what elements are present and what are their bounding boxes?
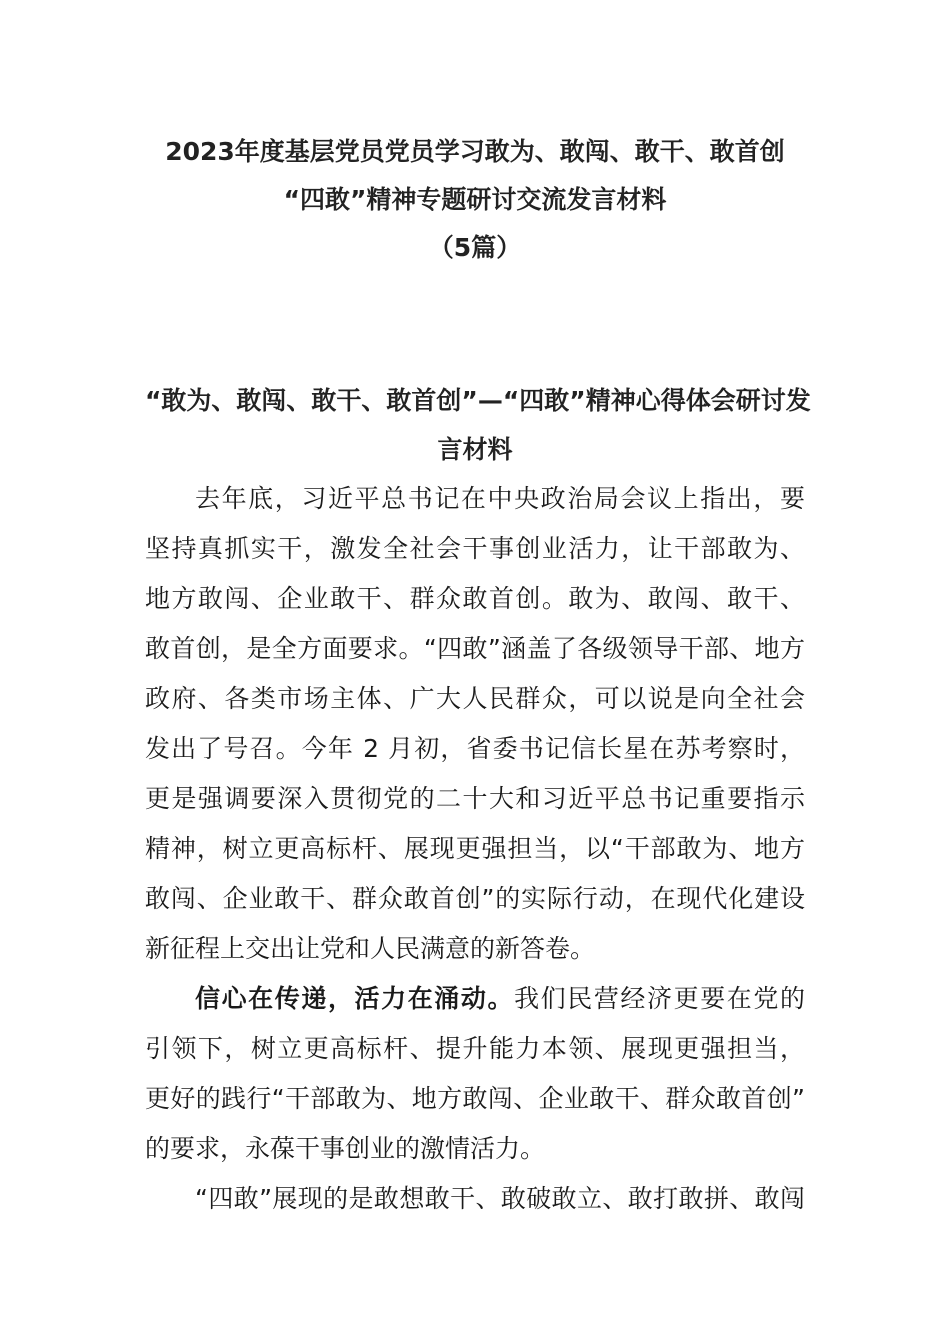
paragraph-2-line: 的要求，永葆干事创业的激情活力。 [145, 1134, 546, 1163]
paragraph-1-line: 新征程上交出让党和人民满意的新答卷。 [145, 934, 596, 963]
document-title [145, 0, 805, 272]
paragraph-1 [145, 474, 805, 974]
paragraph-1-line: 精神，树立更高标杆、展现更强担当，以“干部敢为、地方 [145, 834, 805, 863]
title-line-3: （5篇） [428, 233, 522, 262]
paragraph-2-first-line-rest: 我们民营经济更要在党的 [514, 984, 805, 1013]
paragraph-2-line: 更好的践行“干部敢为、地方敢闯、企业敢干、群众敢首创” [145, 1084, 805, 1113]
paragraph-2-line: 引领下，树立更高标杆、提升能力本领、展现更强担当， [145, 1034, 805, 1063]
paragraph-1-line: 坚持真抓实干，激发全社会干事创业活力，让干部敢为、 [145, 534, 805, 563]
paragraph-1-line: 更是强调要深入贯彻党的二十大和习近平总书记重要指示 [145, 784, 805, 813]
section-title-line-2: 言材料 [437, 435, 513, 464]
title-line-2: “四敢”精神专题研讨交流发言材料 [283, 185, 667, 214]
paragraph-2-first-line [145, 974, 805, 1024]
paragraph-1-line: 敢闯、企业敢干、群众敢首创”的实际行动，在现代化建设 [145, 884, 805, 913]
paragraph-1-line: 去年底，习近平总书记在中央政治局会议上指出，要 [195, 484, 805, 513]
paragraph-2-lead: 信心在传递，活力在涌动。 [195, 984, 515, 1013]
title-line-1: 2023年度基层党员党员学习敢为、敢闯、敢干、敢首创 [165, 137, 785, 166]
paragraph-3-line: “四敢”展现的是敢想敢干、敢破敢立、敢打敢拼、敢闯 [195, 1184, 805, 1213]
paragraph-1-line: 发出了号召。今年 2 月初，省委书记信长星在苏考察时， [145, 734, 805, 763]
section-title [145, 376, 811, 474]
paragraph-1-line: 政府、各类市场主体、广大人民群众，可以说是向全社会 [145, 684, 805, 713]
paragraph-1-line: 敢首创，是全方面要求。“四敢”涵盖了各级领导干部、地方 [145, 634, 805, 663]
section-title-line-1: “敢为、敢闯、敢干、敢首创”—“四敢”精神心得体会研讨发 [145, 386, 811, 415]
paragraph-3 [145, 1174, 805, 1224]
paragraph-1-line: 地方敢闯、企业敢干、群众敢首创。敢为、敢闯、敢干、 [145, 584, 805, 613]
paragraph-2 [145, 974, 805, 1174]
